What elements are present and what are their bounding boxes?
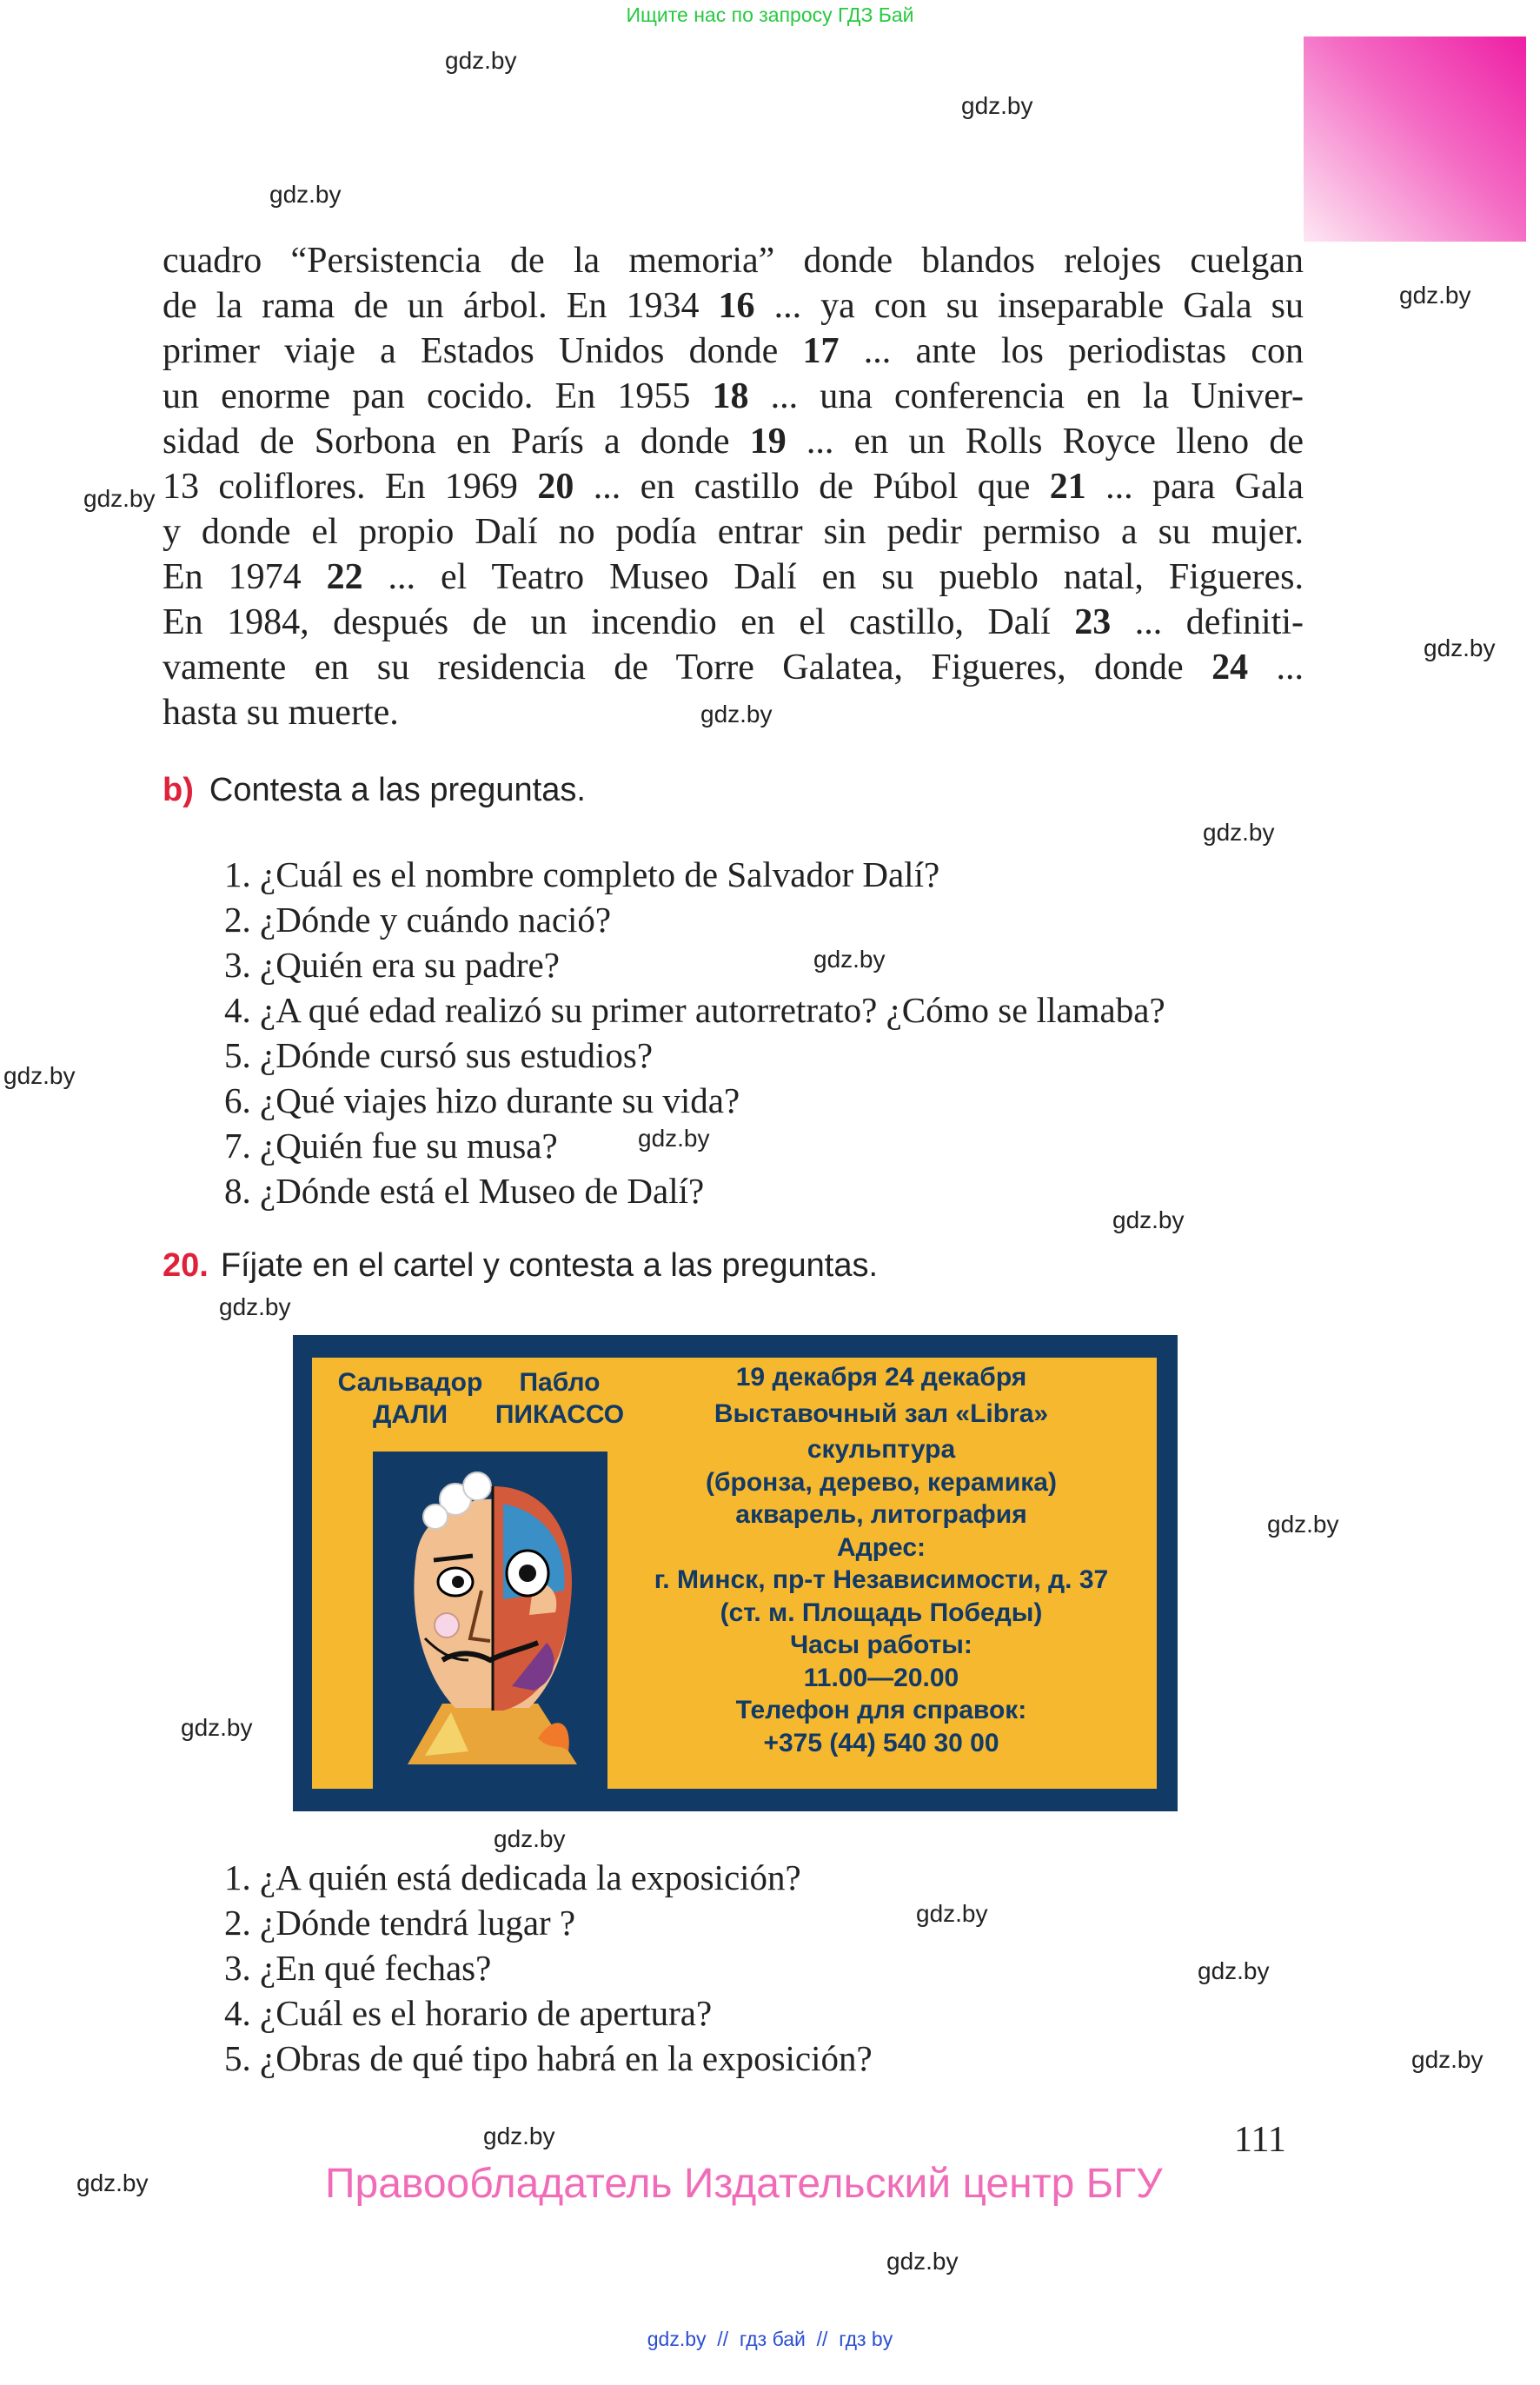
paragraph-line bbox=[163, 690, 1304, 735]
poster-info-line: акварель, литография bbox=[735, 1500, 1027, 1529]
question-item: 1. ¿Cuál es el nombre completo de Salvador Dalí? bbox=[224, 854, 940, 894]
watermark: gdz.by bbox=[1399, 282, 1471, 309]
poster-info-line: (бронза, дерево, керамика) bbox=[706, 1467, 1057, 1497]
watermark: gdz.by bbox=[1411, 2046, 1484, 2073]
question-item: 6. ¿Qué viajes hizo durante su vida? bbox=[224, 1080, 740, 1120]
watermark: gdz.by bbox=[181, 1714, 253, 1741]
question-list-b bbox=[224, 852, 1165, 1213]
question-item: 1. ¿A quién está dedicada la exposición? bbox=[224, 1857, 801, 1897]
watermark: gdz.by bbox=[1267, 1511, 1339, 1538]
text-segment: sidad de Sorbona en París a donde bbox=[163, 422, 750, 462]
poster-info-line: +375 (44) 540 30 00 bbox=[763, 1728, 999, 1757]
watermark: gdz.by bbox=[219, 1293, 291, 1320]
blank-number: 18 bbox=[712, 376, 749, 416]
blank-number: 20 bbox=[537, 467, 574, 507]
blank-number: 21 bbox=[1049, 467, 1086, 507]
watermark: gdz.by bbox=[1112, 1206, 1185, 1233]
text-segment: ... ante los periodistas con bbox=[839, 331, 1304, 371]
text-paragraph bbox=[163, 238, 1304, 735]
text-segment: En 1974 bbox=[163, 557, 327, 597]
question-item: 7. ¿Quién fue su musa? bbox=[224, 1126, 558, 1166]
corner-decoration bbox=[1304, 37, 1526, 242]
copyright-notice: Правообладатель Издательский центр БГУ bbox=[325, 2161, 1163, 2207]
artist-last-name: ПИКАССО bbox=[495, 1400, 625, 1429]
question-item: 2. ¿Dónde tendrá lugar ? bbox=[224, 1903, 576, 1943]
paragraph-line bbox=[163, 374, 1304, 419]
poster-info-line: 19 декабря 24 декабря bbox=[735, 1363, 1027, 1392]
artist-last-name: ДАЛИ bbox=[372, 1400, 448, 1429]
text-segment: y donde el propio Dalí no podía entrar sin pedir permiso a su mujer. bbox=[163, 512, 1304, 552]
blank-number: 19 bbox=[749, 422, 787, 462]
exhibition-poster bbox=[293, 1335, 1178, 1811]
question-item: 3. ¿En qué fechas? bbox=[224, 1948, 492, 1988]
paragraph-line bbox=[163, 464, 1304, 509]
watermark: gdz.by bbox=[3, 1062, 76, 1089]
poster-info-line: (ст. м. Площадь Победы) bbox=[720, 1598, 1043, 1627]
watermark: gdz.by bbox=[700, 701, 773, 727]
blank-number: 22 bbox=[326, 557, 363, 597]
blank-number: 23 bbox=[1074, 602, 1112, 642]
watermark: gdz.by bbox=[83, 485, 156, 512]
section-b-heading bbox=[163, 772, 586, 809]
paragraph-line bbox=[163, 645, 1304, 690]
question-item: 5. ¿Dónde cursó sus estudios? bbox=[224, 1035, 654, 1075]
question-item: 4. ¿A qué edad realizó su primer autorretrato? ¿Cómo se llamaba? bbox=[224, 990, 1165, 1030]
poster-panel bbox=[312, 1358, 1157, 1789]
poster-info bbox=[621, 1361, 1142, 1759]
text-segment: ... bbox=[1248, 648, 1304, 688]
question-item: 2. ¿Dónde y cuándo nació? bbox=[224, 900, 612, 940]
watermark: gdz.by bbox=[1198, 1957, 1270, 1984]
question-item: 4. ¿Cuál es el horario de apertura? bbox=[224, 1993, 713, 2033]
watermark: gdz.by bbox=[1424, 634, 1496, 661]
page-number: 111 bbox=[1234, 2120, 1286, 2160]
artist-first-name: Пабло bbox=[519, 1368, 601, 1397]
watermark: gdz.by bbox=[483, 2123, 555, 2149]
poster-info-line: скульптура bbox=[807, 1435, 956, 1464]
footer-links: gdz.by // гдз бай // гдз by bbox=[647, 2328, 893, 2350]
question-list-20 bbox=[224, 1855, 873, 2081]
poster-info-line: Выставочный зал «Libra» bbox=[714, 1398, 1049, 1428]
exercise-20-title: Fíjate en el cartel y contesta a las preguntas. bbox=[220, 1247, 879, 1284]
text-segment: primer viaje a Estados Unidos donde bbox=[163, 331, 803, 371]
watermark: gdz.by bbox=[76, 2169, 149, 2196]
paragraph-line bbox=[163, 283, 1304, 329]
text-segment: ... definiti- bbox=[1111, 602, 1304, 642]
blank-number: 24 bbox=[1211, 648, 1249, 688]
watermark: gdz.by bbox=[916, 1900, 988, 1927]
exercise-20-heading bbox=[163, 1247, 878, 1285]
text-segment: ... una conferencia en la Univer- bbox=[748, 376, 1304, 416]
watermark: gdz.by bbox=[1203, 819, 1275, 846]
question-item: 3. ¿Quién era su padre? bbox=[224, 945, 560, 985]
poster-artist-dali bbox=[328, 1366, 493, 1431]
poster-info-line: Телефон для справок: bbox=[735, 1696, 1027, 1724]
text-segment: de la rama de un árbol. En 1934 bbox=[163, 286, 719, 326]
section-b-marker: b) bbox=[163, 772, 194, 808]
paragraph-line bbox=[163, 555, 1304, 600]
text-segment: cuadro “Persistencia de la memoria” donde blandos relojes cuelgan bbox=[163, 241, 1304, 281]
poster-info-line: г. Минск, пр-т Независимости, д. 37 bbox=[654, 1565, 1109, 1594]
text-segment: ... en un Rolls Royce lleno de bbox=[786, 422, 1304, 462]
section-b-title: Contesta a las preguntas. bbox=[209, 772, 586, 808]
portrait-illustration bbox=[373, 1452, 607, 1790]
watermark: gdz.by bbox=[813, 946, 886, 973]
text-segment: ... ya con su inseparable Gala su bbox=[754, 286, 1304, 326]
poster-info-line: Адрес: bbox=[837, 1532, 926, 1562]
artist-first-name: Сальвадор bbox=[337, 1368, 483, 1397]
poster-info-line: 11.00—20.00 bbox=[803, 1663, 959, 1692]
text-segment: ... el Teatro Museo Dalí en su pueblo natal, Figueres. bbox=[362, 557, 1304, 597]
text-segment: 13 coliflores. En 1969 bbox=[163, 467, 538, 507]
watermark: gdz.by bbox=[269, 181, 342, 208]
text-segment: hasta su muerte. bbox=[163, 693, 399, 733]
text-segment: un enorme pan cocido. En 1955 bbox=[163, 376, 713, 416]
paragraph-line bbox=[163, 600, 1304, 645]
text-segment: ... para Gala bbox=[1085, 467, 1304, 507]
question-item: 8. ¿Dónde está el Museo de Dalí? bbox=[224, 1171, 705, 1211]
blank-number: 17 bbox=[802, 331, 840, 371]
text-segment: ... en castillo de Púbol que bbox=[574, 467, 1050, 507]
watermark: gdz.by bbox=[961, 92, 1033, 119]
watermark: gdz.by bbox=[638, 1125, 710, 1152]
text-segment: En 1984, después de un incendio en el castillo, Dalí bbox=[163, 602, 1075, 642]
paragraph-line bbox=[163, 509, 1304, 555]
top-search-note: Ищите нас по запросу ГДЗ Бай bbox=[626, 3, 914, 26]
text-segment: vamente en su residencia de Torre Galatea, Figueres, donde bbox=[163, 648, 1212, 688]
poster-artist-picasso bbox=[486, 1366, 634, 1431]
paragraph-line bbox=[163, 238, 1304, 283]
paragraph-line bbox=[163, 419, 1304, 464]
paragraph-line bbox=[163, 329, 1304, 374]
watermark: gdz.by bbox=[445, 47, 517, 74]
exercise-number: 20. bbox=[163, 1247, 209, 1284]
poster-info-line: Часы работы: bbox=[790, 1631, 972, 1659]
question-item: 5. ¿Obras de qué tipo habrá en la exposición? bbox=[224, 2038, 873, 2078]
blank-number: 16 bbox=[718, 286, 755, 326]
dali-picasso-face-icon bbox=[373, 1452, 607, 1790]
watermark: gdz.by bbox=[494, 1825, 566, 1852]
watermark: gdz.by bbox=[886, 2248, 959, 2275]
